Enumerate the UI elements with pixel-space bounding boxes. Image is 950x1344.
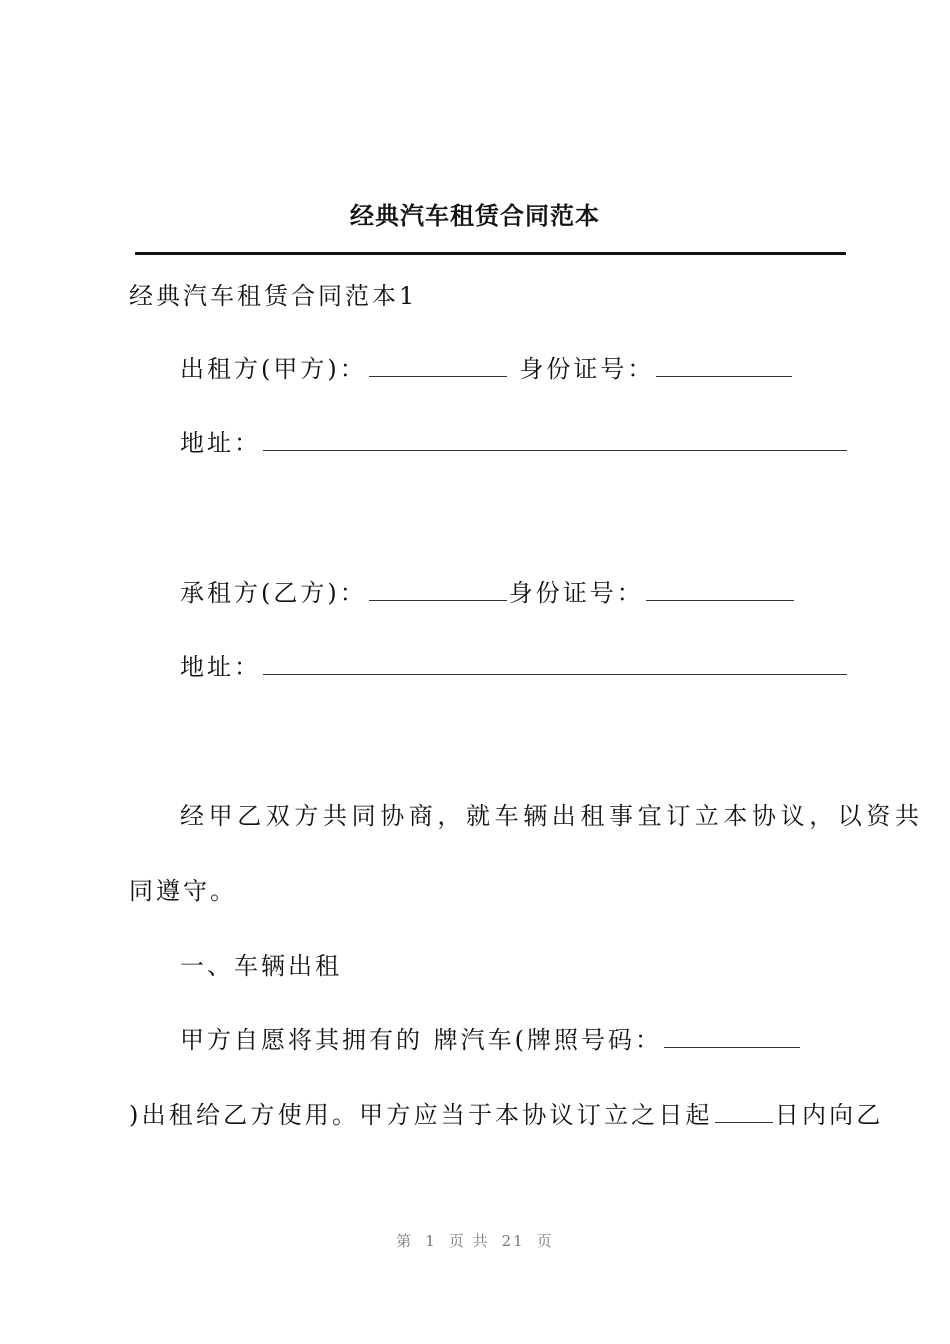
lessee-address-line bbox=[180, 652, 849, 682]
footer-current-page: 1 bbox=[425, 1232, 437, 1250]
paragraph-2-text-b: )出租给乙方使用。甲方应当于本协议订立之日起 bbox=[129, 1101, 713, 1129]
lessor-id-label: 身份证号： bbox=[519, 355, 655, 383]
lessor-name-blank bbox=[369, 356, 507, 377]
title-underline bbox=[135, 252, 846, 255]
footer-page-of: 页 共 bbox=[448, 1232, 490, 1250]
plate-number-blank bbox=[664, 1027, 800, 1048]
lessee-id-blank bbox=[646, 580, 794, 601]
lessee-id-label: 身份证号： bbox=[508, 579, 644, 607]
paragraph-1-line-2: 同遵守。 bbox=[129, 877, 237, 905]
lessor-address-blank bbox=[263, 430, 847, 451]
lessor-label: 出租方(甲方)： bbox=[180, 355, 367, 383]
lessee-address-label: 地址： bbox=[180, 653, 261, 681]
paragraph-2-line-1 bbox=[180, 1025, 802, 1055]
lessor-address-line bbox=[180, 428, 849, 458]
footer-page-word: 第 bbox=[396, 1232, 414, 1250]
footer-page-suffix: 页 bbox=[536, 1232, 554, 1250]
footer-total-pages: 21 bbox=[501, 1232, 525, 1250]
lessor-address-label: 地址： bbox=[180, 429, 261, 457]
document-title: 经典汽车租赁合同范本 bbox=[350, 201, 600, 230]
paragraph-2-line-2 bbox=[129, 1100, 884, 1130]
contract-subtitle: 经典汽车租赁合同范本1 bbox=[129, 282, 418, 310]
lessee-address-blank bbox=[263, 654, 847, 675]
paragraph-2-text-c: 日内向乙 bbox=[774, 1101, 884, 1129]
lessee-name-blank bbox=[369, 580, 507, 601]
section-1-heading: 一、车辆出租 bbox=[180, 952, 342, 980]
lessor-id-blank bbox=[656, 356, 792, 377]
paragraph-1-line-1: 经甲乙双方共同协商，就车辆出租事宜订立本协议，以资共 bbox=[180, 802, 924, 830]
days-blank bbox=[715, 1102, 773, 1123]
lessee-line bbox=[180, 578, 796, 608]
lessee-label: 承租方(乙方)： bbox=[180, 579, 367, 607]
paragraph-2-text-a: 甲方自愿将其拥有的 牌汽车(牌照号码： bbox=[180, 1026, 662, 1054]
lessor-line bbox=[180, 354, 794, 384]
page-footer bbox=[0, 1230, 950, 1251]
